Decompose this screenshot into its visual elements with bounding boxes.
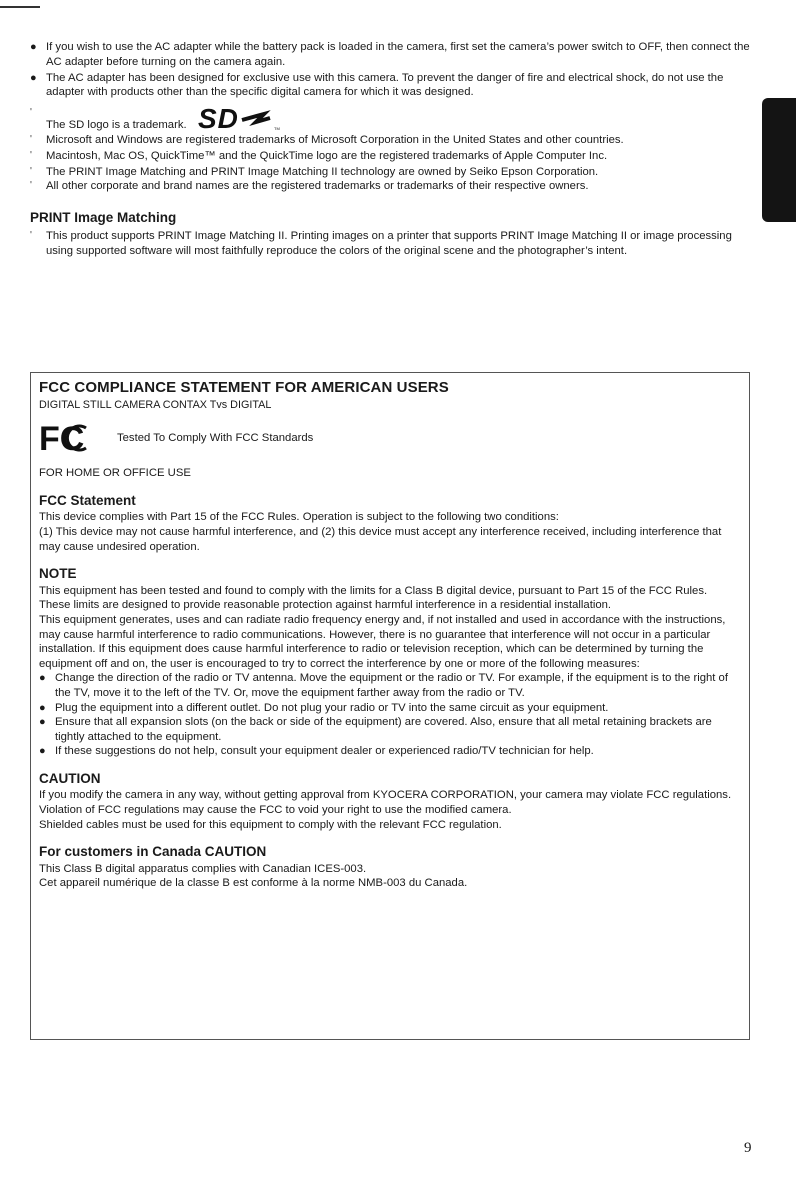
tick-mark-icon: ' — [30, 180, 32, 192]
measure-item: ● Ensure that all expansion slots (on the back or side of the equipment) are covered. Also, ensure that all metal retaining brackets are tightly attached to the equipment. — [39, 716, 712, 743]
sd-logo-tm: TM — [273, 126, 280, 132]
fcc-home-office: FOR HOME OR OFFICE USE — [39, 467, 191, 480]
bullet-dot-icon: ● — [30, 41, 37, 53]
caution-title: CAUTION — [39, 770, 101, 786]
section-tab-marker — [762, 98, 796, 222]
canada-caution-text: This Class B digital apparatus complies with Canadian ICES-003. — [39, 862, 367, 875]
measure-item: ● Plug the equipment into a different outlet. Do not plug your radio or TV into the same circuit as your equipment. — [39, 701, 609, 714]
caution-text: Shielded cables must be used for this equipment to comply with the relevant FCC regulation. — [39, 818, 502, 831]
tick-mark-icon: ' — [30, 165, 32, 177]
fcc-statement-text: (1) This device may not cause harmful interference, and (2) this device must accept any interference received, including interference that may cause undesired operation. — [39, 525, 722, 553]
sd-logo-swoosh — [242, 114, 270, 122]
bullet-dot-icon: ● — [39, 745, 46, 758]
note-text: This equipment generates, uses and can radiate radio frequency energy and, if not installed and used in accordance with the instructions, may cause harmful interference to radio communications. However, there is no guarantee that interference will not occur in a particular installation. If this equipment does cause harmful interference to radio or television reception, which can be determined by turning the equipment off and on, the user is encouraged to try to correct the interference by one or more of the following measures: — [39, 613, 726, 670]
trademark-apple: ' Macintosh, Mac OS, QuickTime™ and the QuickTime logo are the registered trademarks of Apple Computer Inc. — [30, 149, 608, 162]
fcc-statement-title: FCC Statement — [39, 492, 136, 508]
measure-item: ● If these suggestions do not help, consult your equipment dealer or experienced radio/TV technician for help. — [39, 745, 594, 758]
trademark-sd: ' The SD logo is a trademark. SD TM — [30, 106, 752, 133]
corner-crop-mark — [0, 0, 40, 8]
tick-mark-icon: ' — [30, 229, 32, 241]
fcc-logo-row — [39, 420, 739, 456]
fcc-subtitle: DIGITAL STILL CAMERA CONTAX Tvs DIGITAL — [39, 398, 272, 411]
fcc-title: FCC COMPLIANCE STATEMENT FOR AMERICAN USERS — [39, 379, 449, 396]
fcc-logo-text: FC — [39, 420, 85, 457]
fcc-logo-icon — [39, 420, 95, 456]
measure-item: ● Change the direction of the radio or TV antenna. Move the equipment or the radio or TV. For example, if the equipment is to the right of the TV, move it to the left of the TV. Or, move the equipment farther away from the radio or TV. — [39, 672, 728, 699]
fcc-tested-text: Tested To Comply With FCC Standards — [117, 431, 314, 444]
fcc-statement-text: This device complies with Part 15 of the FCC Rules. Operation is subject to the following two conditions: — [39, 511, 559, 524]
bullet-dot-icon: ● — [39, 716, 46, 729]
bullet-item: ● If you wish to use the AC adapter while the battery pack is loaded in the camera, first set the camera’s power switch to OFF, then connect the AC adapter before turning on the camera again. — [30, 41, 750, 68]
trademark-microsoft: ' Microsoft and Windows are registered trademarks of Microsoft Corporation in the United States and other countries. — [30, 133, 624, 146]
trademark-print-image: ' The PRINT Image Matching and PRINT Image Matching II technology are owned by Seiko Epson Corporation. — [30, 165, 599, 178]
caution-text: If you modify the camera in any way, without getting approval from KYOCERA CORPORATION, your camera may violate FCC regulations. Violation of FCC regulations may cause the FCC to void your right to use the modified camera. — [39, 789, 732, 817]
bullet-dot-icon: ● — [30, 71, 37, 84]
fcc-compliance-box — [30, 372, 750, 1040]
bullet-dot-icon: ● — [39, 701, 46, 714]
canada-caution-title: For customers in Canada CAUTION — [39, 844, 267, 860]
page-number: 9 — [744, 1140, 752, 1156]
sd-logo-text: SD — [197, 106, 239, 133]
trademark-others: ' All other corporate and brand names are the registered trademarks or trademarks of their respective owners. — [30, 180, 589, 193]
sd-logo-icon — [196, 106, 288, 132]
canada-caution-text: Cet appareil numérique de la classe B est conforme à la norme NMB-003 du Canada. — [39, 877, 468, 890]
note-text: This equipment has been tested and found to comply with the limits for a Class B digital device, pursuant to Part 15 of the FCC Rules. These limits are designed to provide reasonable protection against harmful interference in a residential installation. — [39, 584, 708, 612]
bullet-item: ● The AC adapter has been designed for exclusive use with this camera. To prevent the danger of fire and electrical shock, do not use the adapter with products other than the specific digital camera for which it was designed. — [30, 71, 724, 99]
notes-section — [30, 40, 752, 259]
tick-mark-icon: ' — [30, 149, 32, 161]
tick-mark-icon: ' — [30, 107, 32, 119]
bullet-dot-icon: ● — [39, 672, 46, 685]
print-image-matching-text: ' This product supports PRINT Image Matching II. Printing images on a printer that supports PRINT Image Matching II or image processing using supported software will most faithfully reproduce the colors of the original scene and the photographer’s intent. — [30, 229, 732, 257]
note-title: NOTE — [39, 566, 77, 582]
tick-mark-icon: ' — [30, 133, 32, 145]
print-image-matching-title: PRINT Image Matching — [30, 210, 177, 226]
